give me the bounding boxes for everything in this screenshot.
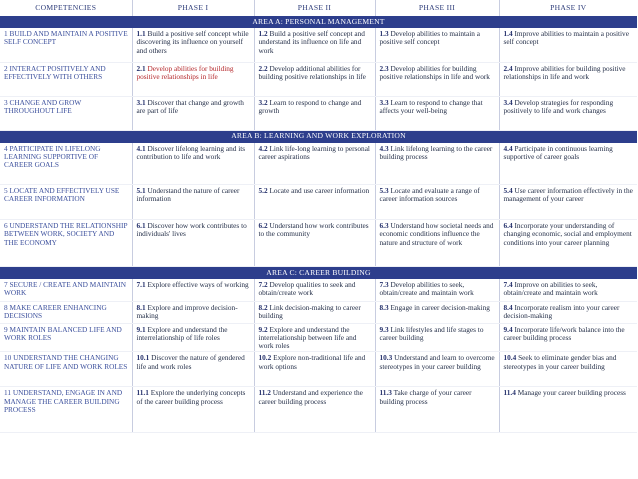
phase-cell bbox=[499, 143, 637, 185]
outcome-text: Develop abilities to maintain a positive self concept bbox=[379, 29, 481, 47]
outcome-text: Improve on abilities to seek, obtain/create and maintain work bbox=[503, 280, 598, 298]
competency-cell: 1 BUILD AND MAINTAIN A POSITIVE SELF CONCEPT bbox=[0, 28, 132, 62]
outcome-number: 11.3 bbox=[379, 388, 392, 398]
outcome-number: 7.2 bbox=[258, 280, 268, 289]
outcome-number: 8.1 bbox=[136, 302, 146, 312]
outcome-text: Incorporate realism into your career decision-making bbox=[503, 302, 620, 320]
outcome-number: 10.4 bbox=[503, 353, 517, 363]
outcome-text: Link life-long learning to personal career aspirations bbox=[258, 143, 370, 161]
outcome-text: Understand and experience the career building process bbox=[258, 388, 363, 406]
phase-cell bbox=[375, 301, 499, 323]
outcome-number: 6.4 bbox=[503, 221, 513, 230]
phase-cell bbox=[132, 323, 254, 352]
phase-cell bbox=[254, 279, 375, 301]
area-title: AREA C: CAREER BUILDING bbox=[0, 267, 637, 280]
outcome-number: 9.3 bbox=[379, 324, 389, 334]
outcome-number: 3.1 bbox=[136, 97, 146, 107]
outcome-number: 1.1 bbox=[136, 29, 146, 38]
outcome-text: Develop abilities for building positive relationships in life and work bbox=[379, 63, 490, 81]
outcome-text: Improve abilities to maintain a positive self concept bbox=[503, 29, 629, 47]
outcome-text: Engage in career decision-making bbox=[390, 302, 490, 312]
phase-cell bbox=[375, 62, 499, 96]
outcome-text: Learn to respond to change that affects your well-being bbox=[379, 97, 483, 115]
outcome-text: Explore and improve decision-making bbox=[136, 302, 238, 320]
outcome-text: Develop strategies for responding positively to life and work changes bbox=[503, 97, 614, 115]
outcome-number: 6.2 bbox=[258, 221, 268, 230]
competency-cell: 5 LOCATE AND EFFECTIVELY USE CAREER INFORMATION bbox=[0, 185, 132, 220]
outcome-number: 5.2 bbox=[258, 186, 268, 195]
outcome-number: 11.1 bbox=[136, 388, 149, 398]
header-phase-1: PHASE I bbox=[132, 0, 254, 16]
header-competencies: COMPETENCIES bbox=[0, 0, 132, 16]
phase-cell bbox=[499, 28, 637, 62]
outcome-text: Understand the nature of career information bbox=[136, 186, 240, 204]
phase-cell bbox=[254, 62, 375, 96]
outcome-text: Discover how work contributes to individuals' lives bbox=[136, 221, 247, 239]
area-band bbox=[0, 16, 637, 28]
phase-cell bbox=[132, 220, 254, 267]
outcome-text: Develop abilities to seek, obtain/create and maintain work bbox=[379, 280, 474, 298]
outcome-number: 2.1 bbox=[136, 63, 146, 73]
area-band bbox=[0, 267, 637, 280]
outcome-number: 3.4 bbox=[503, 97, 513, 107]
outcome-number: 11.4 bbox=[503, 388, 516, 398]
phase-cell bbox=[254, 301, 375, 323]
outcome-text: Link lifestyles and life stages to career building bbox=[379, 324, 484, 342]
phase-cell bbox=[254, 352, 375, 387]
table-body bbox=[0, 16, 637, 433]
phase-cell bbox=[132, 279, 254, 301]
outcome-text: Understand and learn to overcome stereotypes in your career building bbox=[379, 353, 495, 371]
outcome-number: 4.1 bbox=[136, 143, 146, 153]
outcome-number: 4.4 bbox=[503, 143, 513, 153]
phase-cell bbox=[375, 96, 499, 130]
outcome-text: Seek to eliminate gender bias and stereotypes in your career building bbox=[503, 353, 617, 371]
outcome-number: 7.4 bbox=[503, 280, 513, 289]
outcome-text: Explore and understand the interrelationship between life and work roles bbox=[258, 324, 357, 351]
outcome-text: Learn to respond to change and growth bbox=[258, 97, 362, 115]
phase-cell bbox=[132, 352, 254, 387]
table-row bbox=[0, 62, 637, 96]
outcome-number: 4.2 bbox=[258, 143, 268, 153]
header-phase-2: PHASE II bbox=[254, 0, 375, 16]
header-row bbox=[0, 0, 637, 16]
outcome-text: Locate and use career information bbox=[269, 186, 370, 195]
outcome-text: Link decision-making to career building bbox=[258, 302, 361, 320]
outcome-number: 2.3 bbox=[379, 63, 389, 73]
outcome-number: 6.3 bbox=[379, 221, 389, 230]
phase-cell bbox=[375, 220, 499, 267]
outcome-number: 7.3 bbox=[379, 280, 389, 289]
table-row bbox=[0, 143, 637, 185]
outcome-number: 10.2 bbox=[258, 353, 272, 363]
competency-cell: 2 INTERACT POSITIVELY AND EFFECTIVELY WITH OTHERS bbox=[0, 62, 132, 96]
phase-cell bbox=[375, 352, 499, 387]
outcome-number: 1.4 bbox=[503, 29, 513, 38]
outcome-number: 4.3 bbox=[379, 143, 389, 153]
competency-cell: 11 UNDERSTAND, ENGAGE IN AND MANAGE THE CAREER BUILDING PROCESS bbox=[0, 387, 132, 433]
phase-cell bbox=[375, 28, 499, 62]
phase-cell bbox=[254, 143, 375, 185]
outcome-text: Explore non-traditional life and work options bbox=[258, 353, 366, 371]
phase-cell bbox=[132, 301, 254, 323]
outcome-text: Link lifelong learning to the career building process bbox=[379, 143, 493, 161]
outcome-number: 9.1 bbox=[136, 324, 146, 334]
phase-cell bbox=[254, 28, 375, 62]
outcome-number: 3.2 bbox=[258, 97, 268, 107]
phase-cell bbox=[499, 323, 637, 352]
phase-cell bbox=[499, 301, 637, 323]
phase-cell bbox=[375, 387, 499, 433]
competency-cell: 8 MAKE CAREER ENHANCING DECISIONS bbox=[0, 301, 132, 323]
phase-cell bbox=[254, 185, 375, 220]
phase-cell bbox=[254, 220, 375, 267]
phase-cell bbox=[375, 143, 499, 185]
phase-cell bbox=[499, 96, 637, 130]
table-row bbox=[0, 279, 637, 301]
outcome-number: 5.3 bbox=[379, 186, 389, 195]
outcome-text: Discover that change and growth are part of life bbox=[136, 97, 244, 115]
outcome-text: Locate and evaluate a range of career information sources bbox=[379, 186, 480, 204]
outcome-text: Participate in continuous learning supportive of career goals bbox=[503, 143, 613, 161]
phase-cell bbox=[132, 143, 254, 185]
outcome-text: Understand how societal needs and economic conditions influence the nature and structure of work bbox=[379, 221, 494, 247]
header-phase-4: PHASE IV bbox=[550, 2, 587, 12]
outcome-text: Discover lifelong learning and its contribution to life and work bbox=[136, 143, 246, 161]
outcome-number: 1.2 bbox=[258, 29, 268, 38]
phase-cell bbox=[132, 62, 254, 96]
competency-cell: 4 PARTICIPATE IN LIFELONG LEARNING SUPPORTIVE OF CAREER GOALS bbox=[0, 143, 132, 185]
phase-cell bbox=[132, 28, 254, 62]
phase-cell bbox=[499, 62, 637, 96]
outcome-text: Improve abilities for building positive relationships in life and work bbox=[503, 63, 626, 81]
outcome-text: Use career information effectively in the management of your career bbox=[503, 186, 633, 204]
outcome-number: 2.2 bbox=[258, 63, 268, 73]
outcome-number: 2.4 bbox=[503, 63, 513, 73]
outcome-number: 10.1 bbox=[136, 353, 150, 363]
phase-cell bbox=[132, 96, 254, 130]
outcome-text: Explore the underlying concepts of the career building process bbox=[136, 388, 246, 406]
phase-cell bbox=[499, 387, 637, 433]
phase-cell bbox=[375, 185, 499, 220]
outcome-number: 3.3 bbox=[379, 97, 389, 107]
competency-cell: 6 UNDERSTAND THE RELATIONSHIP BETWEEN WORK, SOCIETY AND THE ECONOMY bbox=[0, 220, 132, 267]
table-row bbox=[0, 28, 637, 62]
outcome-text: Develop additional abilities for building positive relationships in life bbox=[258, 63, 366, 81]
outcome-number: 1.3 bbox=[379, 29, 389, 38]
area-title: AREA A: PERSONAL MANAGEMENT bbox=[0, 16, 637, 28]
outcome-number: 10.3 bbox=[379, 353, 393, 363]
phase-cell bbox=[499, 279, 637, 301]
table-row bbox=[0, 220, 637, 267]
outcome-number: 11.2 bbox=[258, 388, 271, 398]
phase-cell bbox=[499, 220, 637, 267]
outcome-number: 8.4 bbox=[503, 302, 513, 312]
phase-cell bbox=[254, 323, 375, 352]
outcome-text: Build a positive self concept while discovering its influence on yourself and others bbox=[136, 29, 249, 55]
competency-cell: 10 UNDERSTAND THE CHANGING NATURE OF LIFE AND WORK ROLES bbox=[0, 352, 132, 387]
outcome-text: Discover the nature of gendered life and work roles bbox=[136, 353, 245, 371]
area-band bbox=[0, 130, 637, 143]
phase-cell bbox=[375, 323, 499, 352]
table-row bbox=[0, 323, 637, 352]
table-row bbox=[0, 352, 637, 387]
outcome-text: Take charge of your career building process bbox=[379, 388, 472, 406]
phase-cell bbox=[132, 387, 254, 433]
phase-cell bbox=[499, 352, 637, 387]
outcome-text: Explore effective ways of working bbox=[147, 280, 249, 289]
area-title: AREA B: LEARNING AND WORK EXPLORATION bbox=[0, 130, 637, 143]
phase-cell bbox=[499, 185, 637, 220]
outcome-number: 6.1 bbox=[136, 221, 146, 230]
outcome-text: Develop abilities for building positive relationships in life bbox=[136, 63, 234, 81]
phase-cell bbox=[254, 96, 375, 130]
header-phase-3: PHASE III bbox=[375, 0, 499, 16]
table-row bbox=[0, 387, 637, 433]
phase-cell bbox=[132, 185, 254, 220]
outcome-text: Develop qualities to seek and obtain/create work bbox=[258, 280, 356, 298]
outcome-number: 5.1 bbox=[136, 186, 146, 195]
outcome-number: 8.2 bbox=[258, 302, 268, 312]
outcome-text: Understand how work contributes to the community bbox=[258, 221, 369, 239]
competency-cell: 7 SECURE / CREATE AND MAINTAIN WORK bbox=[0, 279, 132, 301]
phase-cell bbox=[254, 387, 375, 433]
table-row bbox=[0, 96, 637, 130]
outcome-number: 7.1 bbox=[136, 280, 146, 289]
outcome-number: 9.2 bbox=[258, 324, 268, 334]
table-row bbox=[0, 185, 637, 220]
competency-cell: 9 MAINTAIN BALANCED LIFE AND WORK ROLES bbox=[0, 323, 132, 352]
table-row bbox=[0, 301, 637, 323]
outcome-number: 5.4 bbox=[503, 186, 513, 195]
outcome-text: Build a positive self concept and understand its influence on life and work bbox=[258, 29, 365, 55]
outcome-text: Incorporate life/work balance into the career building process bbox=[503, 324, 625, 342]
outcome-text: Manage your career building process bbox=[517, 388, 626, 398]
outcome-text: Incorporate your understanding of changing economic, social and employment conditions into your career planning bbox=[503, 221, 632, 247]
outcome-text: Explore and understand the interrelationship of life roles bbox=[136, 324, 228, 342]
competency-cell: 3 CHANGE AND GROW THROUGHOUT LIFE bbox=[0, 96, 132, 130]
outcome-number: 9.4 bbox=[503, 324, 513, 334]
outcome-number: 8.3 bbox=[379, 302, 389, 312]
phase-cell bbox=[375, 279, 499, 301]
